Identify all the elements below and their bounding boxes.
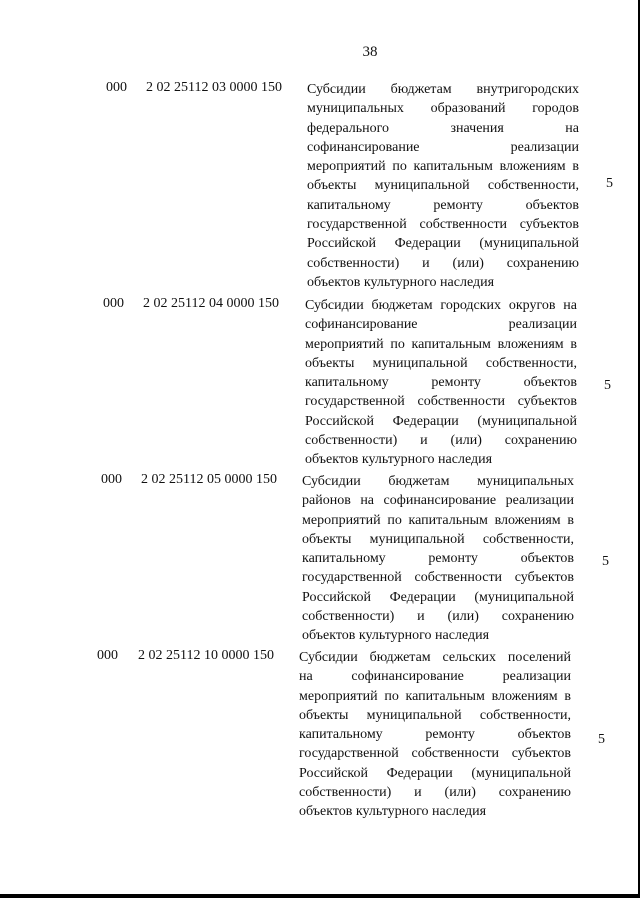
budget-classification-code: 2 02 25112 04 0000 150 [143, 296, 279, 311]
description-line: капитальному ремонту объектов [305, 375, 577, 391]
description-line: объекты муниципальной собственности, [299, 707, 571, 723]
description-line: Российской Федерации (муниципальной [302, 589, 574, 605]
description-line: объекты муниципальной собственности, [305, 355, 577, 371]
description-line: капитальному ремонту объектов [307, 197, 579, 213]
description-line: мероприятий по капитальным вложениям в [305, 336, 577, 352]
description-line: Субсидии бюджетам муниципальных [302, 474, 574, 489]
description-line: мероприятий по капитальным вложениям в [307, 159, 579, 175]
entry-description [307, 80, 579, 292]
description-line: государственной собственности субъектов [305, 394, 577, 410]
description-line: Субсидии бюджетам сельских поселений [299, 650, 571, 665]
entry-description [302, 472, 574, 646]
amount-value: 5 [606, 176, 613, 191]
admin-code: 000 [103, 296, 124, 311]
description-line: капитальному ремонту объектов [302, 551, 574, 567]
description-line: мероприятий по капитальным вложениям в [299, 688, 571, 704]
description-line: собственности) и (или) сохранению [305, 433, 577, 449]
description-line: объекты муниципальной собственности, [307, 178, 579, 194]
description-line: Субсидии бюджетам городских округов на [305, 298, 577, 313]
description-line: Российской Федерации (муниципальной [299, 765, 571, 781]
description-line: объектов культурного наследия [307, 274, 495, 290]
description-line: объектов культурного наследия [299, 804, 487, 820]
budget-classification-code: 2 02 25112 10 0000 150 [138, 648, 274, 663]
description-line: софинансирование реализации [305, 317, 577, 333]
admin-code: 000 [97, 648, 118, 663]
description-line: объектов культурного наследия [302, 628, 490, 644]
budget-classification-code: 2 02 25112 05 0000 150 [141, 472, 277, 487]
page-edge-bottom [0, 894, 640, 898]
description-line: объекты муниципальной собственности, [302, 531, 574, 547]
amount-value: 5 [598, 732, 605, 747]
description-line: собственности) и (или) сохранению [302, 609, 574, 625]
description-line: Субсидии бюджетам внутригородских [307, 82, 579, 97]
description-line: софинансирование реализации [307, 139, 579, 155]
description-line: районов на софинансирование реализации [302, 493, 574, 509]
description-line: Российской Федерации (муниципальной [307, 236, 579, 252]
description-line: собственности) и (или) сохранению [307, 255, 579, 271]
page-number: 38 [362, 44, 378, 60]
description-line: Российской Федерации (муниципальной [305, 413, 577, 429]
description-line: государственной собственности субъектов [307, 217, 579, 233]
admin-code: 000 [106, 80, 127, 95]
budget-classification-code: 2 02 25112 03 0000 150 [146, 80, 282, 95]
entry-description [305, 296, 577, 470]
description-line: федерального значения на [307, 120, 579, 136]
description-line: собственности) и (или) сохранению [299, 785, 571, 801]
amount-value: 5 [604, 378, 611, 393]
description-line: объектов культурного наследия [305, 452, 493, 468]
description-line: мероприятий по капитальным вложениям в [302, 512, 574, 528]
admin-code: 000 [101, 472, 122, 487]
amount-value: 5 [602, 554, 609, 569]
description-line: на софинансирование реализации [299, 669, 571, 685]
description-line: государственной собственности субъектов [302, 570, 574, 586]
description-line: государственной собственности субъектов [299, 746, 571, 762]
description-line: капитальному ремонту объектов [299, 727, 571, 743]
description-line: муниципальных образований городов [307, 101, 579, 117]
entry-description [299, 648, 571, 822]
